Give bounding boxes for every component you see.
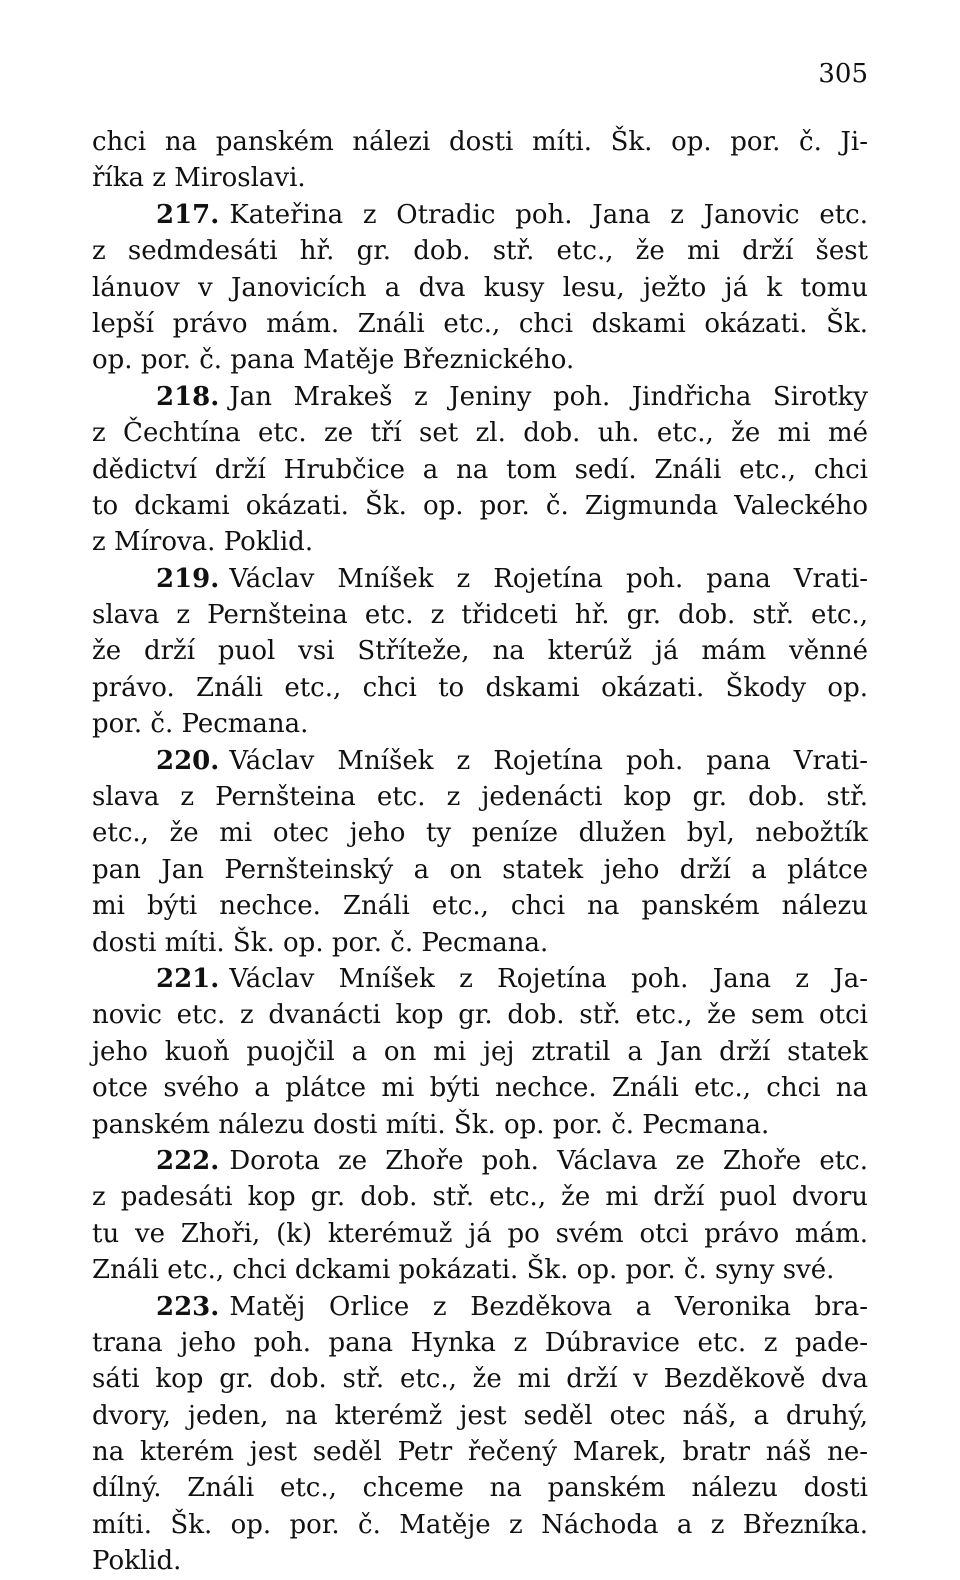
text-line — [92, 1325, 868, 1361]
text-line — [92, 488, 868, 524]
line-text: novic etc. z dvanácti kop gr. dob. stř. etc., že sem otci — [92, 1000, 868, 1031]
line-text: Matěj Orlice z Bezděkova a Veronika bra- — [229, 1291, 868, 1322]
line-text: Václav Mníšek z Rojetína poh. pana Vrati- — [229, 563, 868, 594]
line-text: lánuov v Janovicích a dva kusy lesu, ježto já k tomu — [92, 272, 868, 303]
text-line — [92, 1179, 868, 1215]
text-line — [92, 561, 868, 597]
text-line — [92, 779, 868, 815]
text-line — [92, 160, 868, 196]
text-line — [92, 1543, 868, 1579]
line-text: z padesáti kop gr. dob. stř. etc., že mi drží puol dvoru — [92, 1182, 868, 1213]
line-text: to dckami okázati. Šk. op. por. č. Zigmunda Valeckého — [92, 490, 868, 521]
line-text: otce svého a plátce mi býti nechce. Ználi etc., chci na — [92, 1073, 868, 1104]
line-text: slava z Pernšteina etc. z třidceti hř. gr. dob. stř. etc., — [92, 600, 868, 631]
line-text: právo. Ználi etc., chci to dskami okázati. Škody op. — [92, 672, 868, 703]
entry-number: 223. — [156, 1291, 220, 1322]
line-text: jeho kuoň puojčil a on mi jej ztratil a Jan drží statek — [92, 1036, 868, 1067]
text-line — [92, 270, 868, 306]
text-line — [92, 524, 868, 560]
line-text: trana jeho poh. pana Hynka z Dúbravice etc. z pade- — [92, 1327, 868, 1358]
text-line — [92, 670, 868, 706]
text-line — [92, 743, 868, 779]
text-line — [92, 1470, 868, 1506]
line-text: dvory, jeden, na kterémž jest seděl otec náš, a druhý, — [92, 1400, 868, 1431]
entry-number: 221. — [156, 963, 220, 994]
line-text: Václav Mníšek z Rojetína poh. Jana z Ja- — [229, 963, 868, 994]
line-text: panském nálezu dosti míti. Šk. op. por. č. Pecmana. — [92, 1109, 770, 1140]
text-line — [92, 1070, 868, 1106]
line-text: Václav Mníšek z Rojetína poh. pana Vrati- — [229, 745, 868, 776]
line-text: dosti míti. Šk. op. por. č. Pecmana. — [92, 927, 549, 958]
line-text: Kateřina z Otradic poh. Jana z Janovic etc. — [229, 199, 868, 230]
line-text: etc., že mi otec jeho ty peníze dlužen byl, nebožtík — [92, 818, 868, 849]
line-text: chci na panském nálezi dosti míti. Šk. op. por. č. Ji- — [92, 127, 868, 157]
line-text: že drží puol vsi Stříteže, na kterúž já mám věnné — [92, 636, 868, 667]
line-text: Ználi etc., chci dckami pokázati. Šk. op. por. č. syny své. — [92, 1255, 835, 1286]
line-text: lepší právo mám. Ználi etc., chci dskami okázati. Šk. — [92, 308, 868, 339]
text-line — [92, 1034, 868, 1070]
line-text: míti. Šk. op. por. č. Matěje z Náchoda a z Březníka. — [92, 1509, 868, 1540]
text-line — [92, 597, 868, 633]
text-line — [92, 342, 868, 378]
text-line — [92, 888, 868, 924]
text-line — [92, 1143, 868, 1179]
line-text: op. por. č. pana Matěje Březnického. — [92, 345, 575, 376]
text-line — [92, 852, 868, 888]
text-line — [92, 379, 868, 415]
text-line — [92, 961, 868, 997]
line-text: z Mírova. Poklid. — [92, 527, 314, 558]
text-line — [92, 415, 868, 451]
line-text: pan Jan Pernšteinský a on statek jeho drží a plátce — [92, 854, 868, 885]
text-line — [92, 1216, 868, 1252]
line-text: říka z Miroslavi. — [92, 163, 306, 194]
text-line — [92, 306, 868, 342]
line-text: dědictví drží Hrubčice a na tom sedí. Ználi etc., chci — [92, 454, 868, 485]
entry-number: 220. — [156, 745, 220, 776]
text-line — [92, 452, 868, 488]
line-text: por. č. Pecmana. — [92, 709, 309, 740]
text-line — [92, 997, 868, 1033]
entry-number: 218. — [156, 381, 220, 412]
entry-number: 217. — [156, 199, 220, 230]
line-text: dílný. Ználi etc., chceme na panském nálezu dosti — [92, 1473, 868, 1504]
text-line — [92, 706, 868, 742]
entry-number: 219. — [156, 563, 220, 594]
line-text: slava z Pernšteina etc. z jedenácti kop gr. dob. stř. — [92, 782, 868, 813]
line-text: tu ve Zhoři, (k) kterémuž já po svém otci právo mám. — [92, 1218, 868, 1249]
line-text: z sedmdesáti hř. gr. dob. stř. etc., že mi drží šest — [92, 236, 868, 267]
line-text: Jan Mrakeš z Jeniny poh. Jindřicha Sirotky — [229, 381, 868, 412]
text-line — [92, 1361, 868, 1397]
line-text: na kterém jest seděl Petr řečený Marek, bratr náš ne- — [92, 1437, 868, 1468]
text-line — [92, 233, 868, 269]
text-line — [92, 1434, 868, 1470]
text-line — [92, 1252, 868, 1288]
entry-number: 222. — [156, 1145, 220, 1176]
line-text: mi býti nechce. Ználi etc., chci na panském nálezu — [92, 891, 868, 922]
text-line — [92, 815, 868, 851]
text-line — [92, 1289, 868, 1325]
text-line — [92, 633, 868, 669]
line-text: sáti kop gr. dob. stř. etc., že mi drží v Bezděkově dva — [92, 1364, 868, 1395]
text-line — [92, 1398, 868, 1434]
text-line — [92, 925, 868, 961]
line-text: Poklid. — [92, 1546, 182, 1577]
page-number: 305 — [818, 59, 868, 89]
text-line — [92, 1107, 868, 1143]
line-text: Dorota ze Zhoře poh. Václava ze Zhoře etc. — [229, 1145, 868, 1176]
line-text: z Čechtína etc. ze tří set zl. dob. uh. etc., že mi mé — [92, 418, 868, 449]
text-block — [92, 124, 868, 1580]
text-line — [92, 124, 868, 160]
text-line — [92, 1507, 868, 1543]
text-line — [92, 197, 868, 233]
